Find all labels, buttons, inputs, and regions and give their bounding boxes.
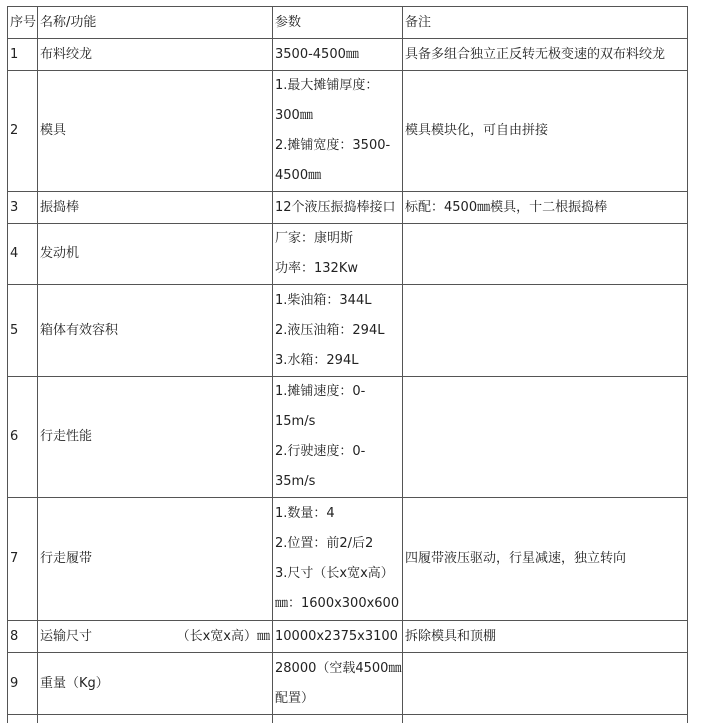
row-name: 振捣棒 [38, 192, 273, 224]
spec-table [7, 6, 688, 723]
param-line: 28000（空载4500㎜ [275, 660, 402, 676]
row-param [273, 498, 403, 621]
row-name [38, 621, 273, 653]
table-row [8, 39, 688, 71]
row-param [273, 285, 403, 377]
param-line: 配置） [275, 690, 315, 706]
row-param [273, 377, 403, 498]
table-row [8, 377, 688, 498]
param-line: 4500㎜ [275, 168, 322, 183]
param-line: 2.行驶速度：0- [275, 444, 366, 459]
table-row [8, 192, 688, 224]
param-line: 15m/s [275, 414, 316, 429]
table-row [8, 71, 688, 192]
row-name: 布料绞龙 [38, 39, 273, 71]
row-name: 发动机 [38, 224, 273, 285]
table-row [8, 621, 688, 653]
row-no: 9 [8, 653, 38, 715]
table-row [8, 224, 688, 285]
header-param: 参数 [273, 7, 403, 39]
row-no [8, 715, 38, 723]
header-note: 备注 [403, 7, 688, 39]
row-name [38, 715, 273, 723]
row-no: 8 [8, 621, 38, 653]
row-note [403, 715, 688, 723]
param-line: 1.柴油箱：344L [275, 292, 372, 308]
row-no: 6 [8, 377, 38, 498]
row-name: 模具 [38, 71, 273, 192]
row-no: 1 [8, 39, 38, 71]
param-line: 35m/s [275, 474, 316, 489]
param-line: 2.液压油箱：294L [275, 322, 385, 338]
table-header-row [8, 7, 688, 39]
row-param [273, 71, 403, 192]
param-line: 3.尺寸（长x宽x高） [275, 566, 394, 581]
row-note [403, 285, 688, 377]
param-line: 3500-4500㎜ [275, 46, 359, 62]
param-line: 功率：132Kw [275, 261, 358, 276]
table-row [8, 285, 688, 377]
param-line: ㎜：1600x300x600 [275, 596, 400, 611]
row-no: 2 [8, 71, 38, 192]
param-line: 1.摊铺速度：0- [275, 384, 366, 399]
row-name: 重量（Kg） [38, 653, 273, 715]
param-line: 1.数量：4 [275, 506, 335, 521]
param-line: 10000x2375x3100 [275, 628, 398, 644]
row-note: 模具模块化，可自由拼接 [403, 71, 688, 192]
row-note: 四履带液压驱动，行星减速，独立转向 [403, 498, 688, 621]
param-line: 2.摊铺宽度：3500- [275, 138, 391, 153]
row-note [403, 653, 688, 715]
row-name: 行走性能 [38, 377, 273, 498]
param-line: 12个液压振捣棒接口 [275, 199, 396, 215]
row-param [273, 39, 403, 71]
row-note [403, 224, 688, 285]
row-param [273, 192, 403, 224]
row-param [273, 653, 403, 715]
row-note: 具备多组合独立正反转无极变速的双布料绞龙 [403, 39, 688, 71]
table-row-partial [8, 715, 688, 723]
row-param [273, 224, 403, 285]
row-no: 4 [8, 224, 38, 285]
row-note: 拆除模具和顶棚 [403, 621, 688, 653]
param-line: 2.位置：前2/后2 [275, 536, 374, 551]
table-row [8, 653, 688, 715]
header-no: 序号 [8, 7, 38, 39]
row-param [273, 621, 403, 653]
header-name: 名称/功能 [38, 7, 273, 39]
param-line: 厂家：康明斯 [275, 231, 354, 246]
row-param [273, 715, 403, 723]
row-no: 3 [8, 192, 38, 224]
table-row [8, 498, 688, 621]
param-line: 1.最大摊铺厚度： [275, 78, 379, 93]
param-line: 3.水箱：294L [275, 352, 359, 368]
row-name: 行走履带 [38, 498, 273, 621]
row-name-suffix: （长x宽x高）㎜ [176, 628, 270, 644]
row-note: 标配：4500㎜模具，十二根振捣棒 [403, 192, 688, 224]
row-name-text: 运输尺寸 [40, 628, 93, 644]
row-no: 5 [8, 285, 38, 377]
row-name: 箱体有效容积 [38, 285, 273, 377]
param-line: 300㎜ [275, 108, 313, 123]
row-no: 7 [8, 498, 38, 621]
row-note [403, 377, 688, 498]
